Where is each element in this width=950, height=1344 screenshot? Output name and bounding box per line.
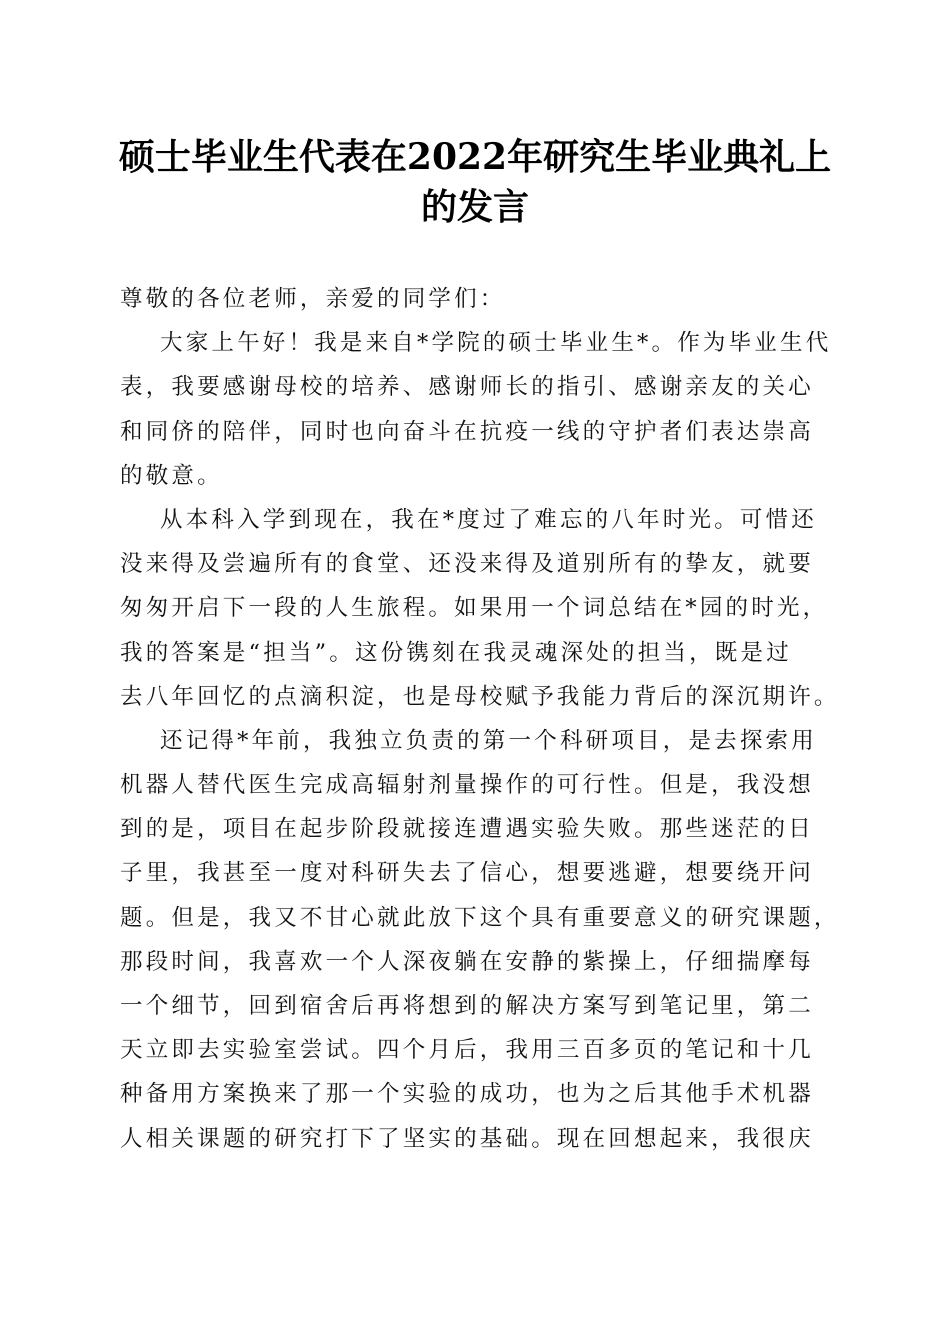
document-title <box>110 132 840 232</box>
paragraph-3-line-7: 一个细节，回到宿舍后再将想到的解决方案写到笔记里，第二 <box>120 993 814 1019</box>
paragraph-1-line-3: 和同侪的陪伴，同时也向奋斗在抗疫一线的守护者们表达崇高 <box>120 418 814 445</box>
title-line-2: 的发言 <box>420 186 529 228</box>
paragraph-1-line-4: 的敬意。 <box>120 462 223 489</box>
paragraph-3-line-6: 那段时间，我喜欢一个人深夜躺在安静的紫操上，仔细揣摩每 <box>120 948 814 975</box>
paragraph-1-line-1: 大家上午好！我是来自*学院的硕士毕业生*。作为毕业生代 <box>160 330 832 357</box>
paragraph-2-line-1: 从本科入学到现在，我在*度过了难忘的八年时光。可惜还 <box>160 506 817 533</box>
paragraph-1-line-2: 表，我要感谢母校的培养、感谢师长的指引、感谢亲友的关心 <box>120 374 814 401</box>
paragraph-3-line-5: 题。但是，我又不甘心就此放下这个具有重要意义的研究课题， <box>120 904 840 931</box>
salutation: 尊敬的各位老师，亲爱的同学们： <box>120 286 506 312</box>
paragraph-3-line-3: 到的是，项目在起步阶段就接连遭遇实验失败。那些迷茫的日 <box>120 816 814 843</box>
paragraph-3-line-2: 机器人替代医生完成高辐射剂量操作的可行性。但是，我没想 <box>120 772 814 799</box>
paragraph-2-line-5: 去八年回忆的点滴积淀，也是母校赋予我能力背后的深沉期许。 <box>120 683 840 710</box>
paragraph-3-line-9: 种备用方案换来了那一个实验的成功，也为之后其他手术机器 <box>120 1081 814 1108</box>
title-line-1: 硕士毕业生代表在2022年研究生毕业典礼上 <box>118 136 832 178</box>
paragraph-3-line-4: 子里，我甚至一度对科研失去了信心，想要逃避，想要绕开问 <box>120 860 814 887</box>
document-body <box>120 277 840 1161</box>
paragraph-3-line-1: 还记得*年前，我独立负责的第一个科研项目，是去探索用 <box>160 727 817 754</box>
paragraph-3-line-8: 天立即去实验室尝试。四个月后，我用三百多页的笔记和十几 <box>120 1037 814 1064</box>
paragraph-3-line-10: 人相关课题的研究打下了坚实的基础。现在回想起来，我很庆 <box>120 1125 814 1152</box>
paragraph-2-line-3: 匆匆开启下一段的人生旅程。如果用一个词总结在*园的时光， <box>120 595 829 622</box>
paragraph-2-line-4: 我的答案是“担当”。这份镌刻在我灵魂深处的担当，既是过 <box>120 639 792 666</box>
paragraph-2-line-2: 没来得及尝遍所有的食堂、还没来得及道别所有的挚友，就要 <box>120 551 814 578</box>
